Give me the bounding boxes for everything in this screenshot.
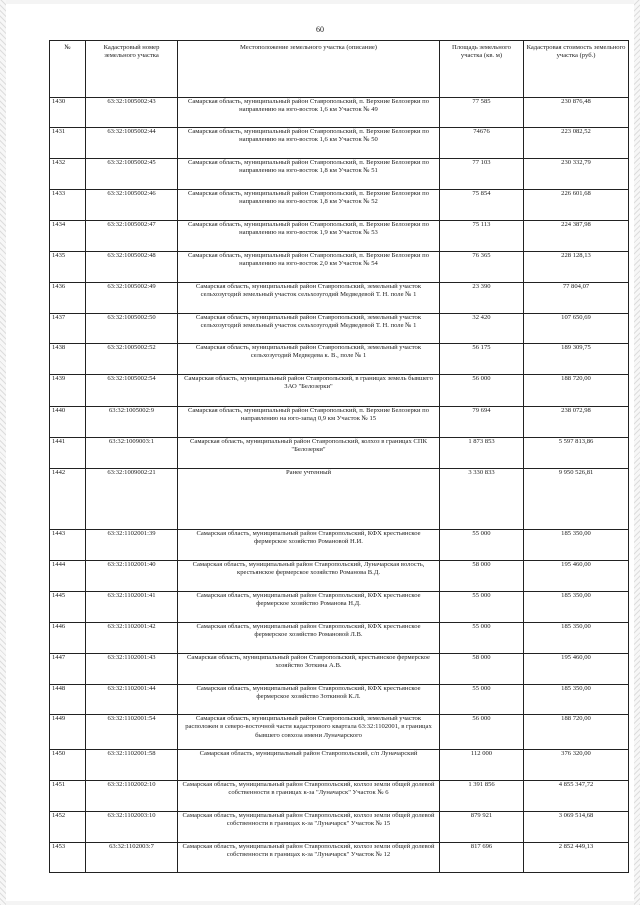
location-description: Самарская область, муниципальный район Ставропольский, колхоз земли общей долевой собственности в границах к-за "Луначарск" Участок № 6 bbox=[178, 781, 440, 812]
area-value: 112 000 bbox=[440, 750, 524, 781]
area-value: 76 365 bbox=[440, 252, 524, 283]
row-number: 1436 bbox=[50, 283, 86, 314]
cadastral-number: 63:32:1005002:49 bbox=[86, 283, 178, 314]
cadastral-number: 63:32:1102002:10 bbox=[86, 781, 178, 812]
location-description: Самарская область, муниципальный район Ставропольский, п. Верхние Белозерки по направлению на юго-восток 1,6 км Участок № 49 bbox=[178, 98, 440, 128]
location-description: Самарская область, муниципальный район Ставропольский, в границах земель бывшего ЗАО "Белозерки" bbox=[178, 375, 440, 407]
row-number: 1431 bbox=[50, 128, 86, 159]
cadastral-cost: 189 309,75 bbox=[524, 344, 629, 375]
table-row bbox=[50, 407, 629, 438]
row-number: 1449 bbox=[50, 715, 86, 750]
cadastral-cost: 185 350,00 bbox=[524, 592, 629, 623]
area-value: 79 694 bbox=[440, 407, 524, 438]
location-description: Самарская область, муниципальный район Ставропольский, п. Верхние Белозерки по направлению на юго-восток 1,8 км Участок № 51 bbox=[178, 159, 440, 190]
area-value: 55 000 bbox=[440, 530, 524, 561]
cadastral-cost: 195 460,00 bbox=[524, 561, 629, 592]
table-row bbox=[50, 781, 629, 812]
table-row bbox=[50, 843, 629, 873]
location-description: Самарская область, муниципальный район Ставропольский, земельный участок сельхозугодий земельный участок сельхозугодий Медведевой Т. Н. поле № 1 bbox=[178, 314, 440, 344]
row-number: 1434 bbox=[50, 221, 86, 252]
cadastral-cost: 230 876,48 bbox=[524, 98, 629, 128]
cadastral-cost: 230 332,79 bbox=[524, 159, 629, 190]
row-number: 1442 bbox=[50, 469, 86, 530]
location-description: Самарская область, муниципальный район Ставропольский, крестьянское фермерское хозяйство Зоткина А.В. bbox=[178, 654, 440, 685]
row-number: 1447 bbox=[50, 654, 86, 685]
area-value: 1 391 856 bbox=[440, 781, 524, 812]
cadastral-cost: 195 460,00 bbox=[524, 654, 629, 685]
table-row bbox=[50, 221, 629, 252]
area-value: 817 696 bbox=[440, 843, 524, 873]
table-row bbox=[50, 159, 629, 190]
cadastral-number: 63:32:1005002:44 bbox=[86, 128, 178, 159]
row-number: 1446 bbox=[50, 623, 86, 654]
table-row bbox=[50, 283, 629, 314]
cadastral-cost: 228 128,13 bbox=[524, 252, 629, 283]
cadastral-cost: 224 387,98 bbox=[524, 221, 629, 252]
table-row bbox=[50, 375, 629, 407]
cadastral-cost: 2 852 449,13 bbox=[524, 843, 629, 873]
location-description: Самарская область, муниципальный район Ставропольский, п. Верхние Белозерки по направлению на юго-восток 1,9 км Участок № 53 bbox=[178, 221, 440, 252]
cadastral-cost: 188 720,00 bbox=[524, 375, 629, 407]
area-value: 74676 bbox=[440, 128, 524, 159]
location-description: Самарская область, муниципальный район Ставропольский, Луначарская волость, крестьянское фермерское хозяйство Романова В.Д. bbox=[178, 561, 440, 592]
row-number: 1452 bbox=[50, 812, 86, 843]
location-description: Самарская область, муниципальный район Ставропольский, п. Верхние Белозерки по направлению на юго-запад 0,9 км Участок № 15 bbox=[178, 407, 440, 438]
cadastral-number: 63:32:1102001:58 bbox=[86, 750, 178, 781]
cadastral-cost: 185 350,00 bbox=[524, 623, 629, 654]
area-value: 32 420 bbox=[440, 314, 524, 344]
location-description: Самарская область, муниципальный район Ставропольский, п. Верхние Белозерки по направлению на юго-восток 1,6 км Участок № 50 bbox=[178, 128, 440, 159]
cadastral-cost: 238 072,98 bbox=[524, 407, 629, 438]
row-number: 1435 bbox=[50, 252, 86, 283]
row-number: 1430 bbox=[50, 98, 86, 128]
location-description: Самарская область, муниципальный район Ставропольский, колхоз земли общей долевой собственности в границах к-за "Луначарск" Участок № 15 bbox=[178, 812, 440, 843]
cadastral-number: 63:32:1102003:10 bbox=[86, 812, 178, 843]
cadastral-cost: 185 350,00 bbox=[524, 530, 629, 561]
table-row bbox=[50, 252, 629, 283]
row-number: 1451 bbox=[50, 781, 86, 812]
row-number: 1444 bbox=[50, 561, 86, 592]
header-cadastral-cost: Кадастровая стоимость земельного участка (руб.) bbox=[524, 41, 629, 98]
table-row bbox=[50, 812, 629, 843]
cadastral-number: 63:32:1102001:40 bbox=[86, 561, 178, 592]
table-row bbox=[50, 98, 629, 128]
location-description: Самарская область, муниципальный район Ставропольский, п. Верхние Белозерки по направлению на юго-восток 2,0 км Участок № 54 bbox=[178, 252, 440, 283]
land-plots-table bbox=[49, 40, 629, 873]
scan-edge-right bbox=[634, 0, 640, 905]
cadastral-number: 63:32:1009002:21 bbox=[86, 469, 178, 530]
area-value: 77 103 bbox=[440, 159, 524, 190]
cadastral-number: 63:32:1005002:50 bbox=[86, 314, 178, 344]
table-row bbox=[50, 750, 629, 781]
table-row bbox=[50, 344, 629, 375]
table-row bbox=[50, 685, 629, 715]
location-description: Самарская область, муниципальный район Ставропольский, КФХ крестьянское фермерское хозяйство Романовой Н.И. bbox=[178, 530, 440, 561]
table-row bbox=[50, 623, 629, 654]
location-description: Самарская область, муниципальный район Ставропольский, колхоз земли общей долевой собственности в границах к-за "Луначарск" Участок № 12 bbox=[178, 843, 440, 873]
location-description: Самарская область, муниципальный район Ставропольский, п. Верхние Белозерки по направлению на юго-восток 1,8 км Участок № 52 bbox=[178, 190, 440, 221]
area-value: 879 921 bbox=[440, 812, 524, 843]
row-number: 1450 bbox=[50, 750, 86, 781]
area-value: 56 175 bbox=[440, 344, 524, 375]
area-value: 55 000 bbox=[440, 623, 524, 654]
cadastral-number: 63:32:1102001:43 bbox=[86, 654, 178, 685]
row-number: 1432 bbox=[50, 159, 86, 190]
table-row bbox=[50, 438, 629, 469]
cadastral-cost: 223 082,52 bbox=[524, 128, 629, 159]
cadastral-cost: 77 804,07 bbox=[524, 283, 629, 314]
table-row bbox=[50, 592, 629, 623]
header-area: Площадь земельного участка (кв. м) bbox=[440, 41, 524, 98]
page-number: 60 bbox=[316, 25, 324, 34]
location-description: Самарская область, муниципальный район Ставропольский, колхоз в границах СПК "Белозерки" bbox=[178, 438, 440, 469]
table-header-row bbox=[50, 41, 629, 98]
header-cadastral-number: Кадастровый номер земельного участка bbox=[86, 41, 178, 98]
cadastral-number: 63:32:1005002:48 bbox=[86, 252, 178, 283]
cadastral-number: 63:32:1102001:54 bbox=[86, 715, 178, 750]
table-row bbox=[50, 314, 629, 344]
table-row bbox=[50, 561, 629, 592]
cadastral-number: 63:32:1005002:52 bbox=[86, 344, 178, 375]
cadastral-number: 63:32:1005002:47 bbox=[86, 221, 178, 252]
cadastral-cost: 376 320,00 bbox=[524, 750, 629, 781]
cadastral-number: 63:32:1005002:45 bbox=[86, 159, 178, 190]
location-description: Самарская область, муниципальный район Ставропольский, земельный участок расположен в северо-восточной части кадастрового квартала 63:32:1102001, в границах бывшего совхоза имени Луначарского bbox=[178, 715, 440, 750]
area-value: 23 390 bbox=[440, 283, 524, 314]
area-value: 56 000 bbox=[440, 375, 524, 407]
row-number: 1441 bbox=[50, 438, 86, 469]
row-number: 1443 bbox=[50, 530, 86, 561]
location-description: Самарская область, муниципальный район Ставропольский, с/п Луначарский bbox=[178, 750, 440, 781]
cadastral-cost: 185 350,00 bbox=[524, 685, 629, 715]
table-row bbox=[50, 469, 629, 530]
cadastral-cost: 226 601,68 bbox=[524, 190, 629, 221]
cadastral-number: 63:32:1009003:1 bbox=[86, 438, 178, 469]
table-row bbox=[50, 654, 629, 685]
cadastral-number: 63:32:1102001:41 bbox=[86, 592, 178, 623]
row-number: 1453 bbox=[50, 843, 86, 873]
table-row bbox=[50, 530, 629, 561]
cadastral-cost: 107 650,69 bbox=[524, 314, 629, 344]
location-description: Самарская область, муниципальный район Ставропольский, КФХ крестьянское фермерское хозяйство Зоткиной К.Л. bbox=[178, 685, 440, 715]
cadastral-number: 63:32:1102001:44 bbox=[86, 685, 178, 715]
area-value: 75 854 bbox=[440, 190, 524, 221]
row-number: 1433 bbox=[50, 190, 86, 221]
cadastral-number: 63:32:1005002:43 bbox=[86, 98, 178, 128]
row-number: 1439 bbox=[50, 375, 86, 407]
row-number: 1437 bbox=[50, 314, 86, 344]
area-value: 3 330 833 bbox=[440, 469, 524, 530]
row-number: 1438 bbox=[50, 344, 86, 375]
area-value: 55 000 bbox=[440, 685, 524, 715]
cadastral-number: 63:32:1102003:7 bbox=[86, 843, 178, 873]
table-row bbox=[50, 128, 629, 159]
area-value: 56 000 bbox=[440, 715, 524, 750]
cadastral-cost: 188 720,00 bbox=[524, 715, 629, 750]
header-location: Местоположение земельного участка (описание) bbox=[178, 41, 440, 98]
cadastral-number: 63:32:1102001:42 bbox=[86, 623, 178, 654]
area-value: 58 000 bbox=[440, 561, 524, 592]
cadastral-cost: 3 069 514,68 bbox=[524, 812, 629, 843]
location-description: Самарская область, муниципальный район Ставропольский, КФХ крестьянское фермерское хозяйство Романова Н.Д. bbox=[178, 592, 440, 623]
cadastral-cost: 9 950 526,81 bbox=[524, 469, 629, 530]
area-value: 1 873 853 bbox=[440, 438, 524, 469]
cadastral-number: 63:32:1005002:54 bbox=[86, 375, 178, 407]
cadastral-cost: 5 597 813,86 bbox=[524, 438, 629, 469]
row-number: 1448 bbox=[50, 685, 86, 715]
cadastral-number: 63:32:1005002:9 bbox=[86, 407, 178, 438]
table-row bbox=[50, 715, 629, 750]
cadastral-number: 63:32:1005002:46 bbox=[86, 190, 178, 221]
location-description: Самарская область, муниципальный район Ставропольский, земельный участок сельхозугодий земельный участок сельхозугодий Медведевой Т. Н. поле № 1 bbox=[178, 283, 440, 314]
location-description: Самарская область, муниципальный район Ставропольский, КФХ крестьянское фермерское хозяйство Романовой Л.В. bbox=[178, 623, 440, 654]
area-value: 58 000 bbox=[440, 654, 524, 685]
header-number: № bbox=[50, 41, 86, 98]
area-value: 55 000 bbox=[440, 592, 524, 623]
table-row bbox=[50, 190, 629, 221]
area-value: 77 585 bbox=[440, 98, 524, 128]
location-description: Самарская область, муниципальный район Ставропольский, земельный участок сельхозугодий Медведева к. В., поле № 1 bbox=[178, 344, 440, 375]
cadastral-number: 63:32:1102001:39 bbox=[86, 530, 178, 561]
row-number: 1440 bbox=[50, 407, 86, 438]
cadastral-cost: 4 855 347,72 bbox=[524, 781, 629, 812]
row-number: 1445 bbox=[50, 592, 86, 623]
location-description: Ранее учтенный bbox=[178, 469, 440, 530]
area-value: 75 113 bbox=[440, 221, 524, 252]
